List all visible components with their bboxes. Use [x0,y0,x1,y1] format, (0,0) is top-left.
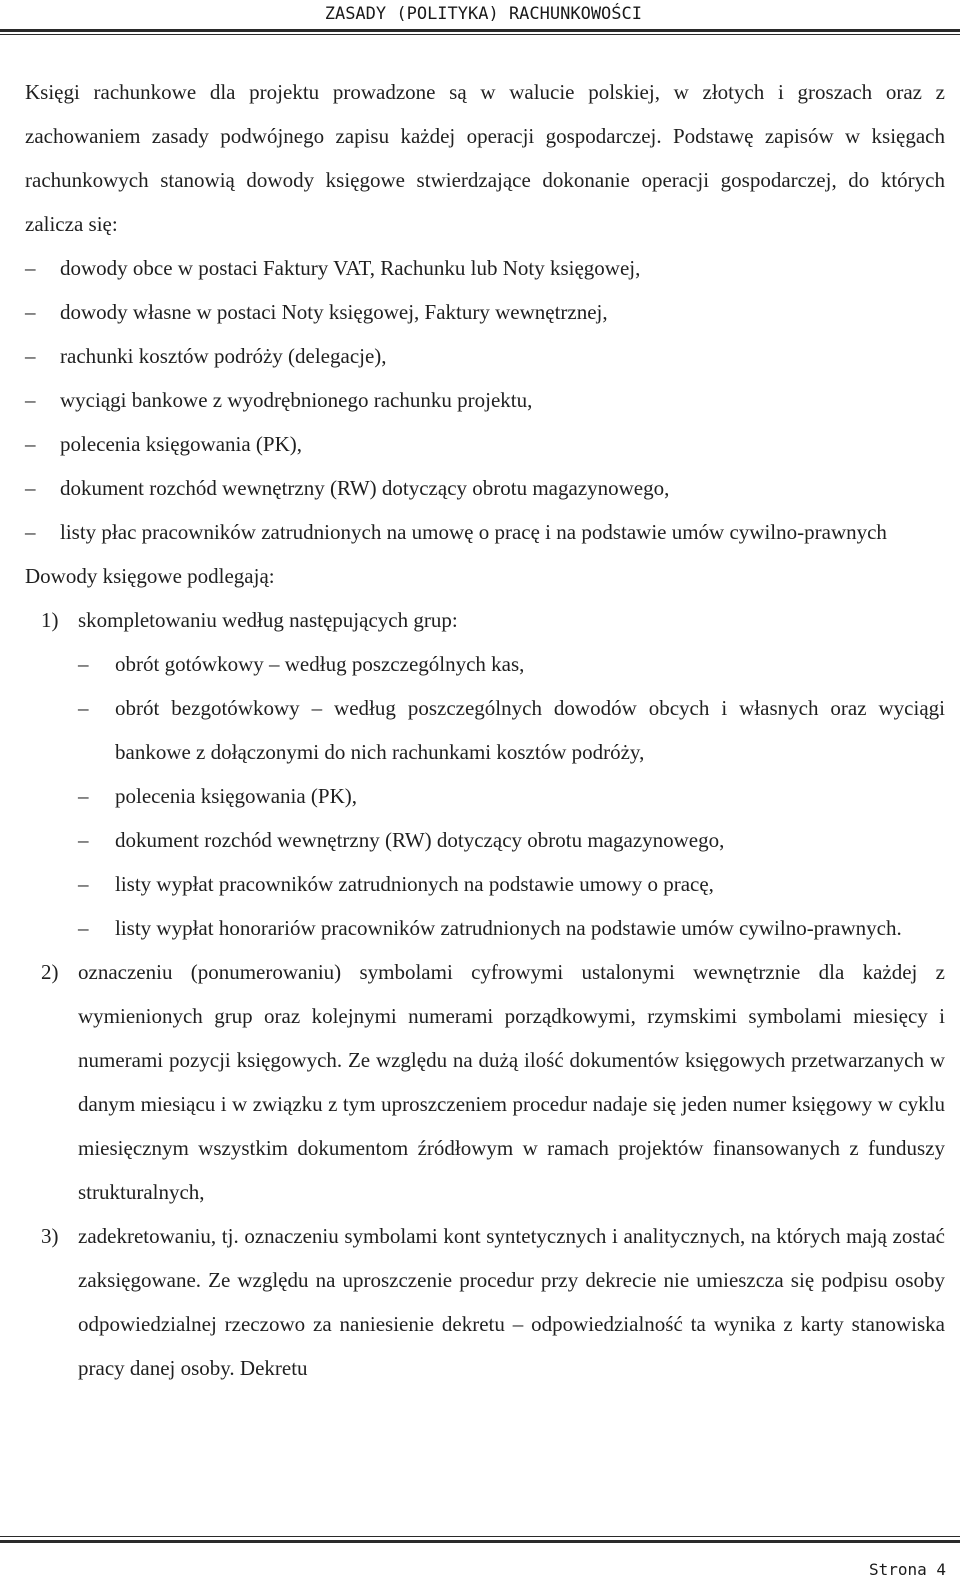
dash-bullet: – [25,476,36,500]
list-item: – polecenia księgowania (PK), [25,422,945,466]
grouping-list [78,642,945,950]
dash-bullet: – [25,344,36,368]
list-item: – rachunki kosztów podróży (delegacje), [25,334,945,378]
dash-bullet: – [25,432,36,456]
document-types-list [25,246,945,554]
step-text: zadekretowaniu, tj. oznaczeniu symbolami kont syntetycznych i analitycznych, na których mają zostać zaksięgowane. Ze względu na uproszczenie procedur przy dekrecie nie umieszcza się podpisu osoby odpowiedzialnej rzeczowo za naniesienie dekretu – odpowiedzialność ta wynika z karty stanowiska pracy danej osoby. Dekretu [78,1224,945,1380]
intro-paragraph: Księgi rachunkowe dla projektu prowadzone są w walucie polskiej, w złotych i groszach oraz z zachowaniem zasady podwójnego zapisu każdej operacji gospodarczej. Podstawę zapisów w księgach rachunkowych stanowią dowody księgowe stwierdzające dokonanie operacji gospodarczej, do których zalicza się: [25,80,945,236]
footer-rule-thick [0,1540,960,1543]
list-item: – wyciągi bankowe z wyodrębnionego rachunku projektu, [25,378,945,422]
page-header [0,0,960,40]
list-item: – listy wypłat honorariów pracowników zatrudnionych na podstawie umów cywilno-prawnych. [78,906,945,950]
dash-bullet: – [78,784,89,808]
dash-bullet: – [78,872,89,896]
header-rule-thin [0,34,960,35]
list-item: – dokument rozchód wewnętrzny (RW) dotyczący obrotu magazynowego, [25,466,945,510]
step-item [25,950,945,1214]
dash-bullet: – [25,300,36,324]
dash-bullet: – [25,520,36,544]
dash-bullet: – [25,388,36,412]
dash-bullet: – [25,256,36,280]
dash-bullet: – [78,652,89,676]
list-item: – polecenia księgowania (PK), [78,774,945,818]
document-body [25,70,945,1390]
list-item: – dowody obce w postaci Faktury VAT, Rachunku lub Noty księgowej, [25,246,945,290]
dash-bullet: – [78,916,89,940]
header-rule-thick [0,29,960,32]
list-item: – dowody własne w postaci Noty księgowej, Faktury wewnętrznej, [25,290,945,334]
list-item: – obrót bezgotówkowy – według poszczególnych dowodów obcych i własnych oraz wyciągi bankowe z dołączonymi do nich rachunkami kosztów podróży, [78,686,945,774]
step-item [25,598,945,950]
step-text: oznaczeniu (ponumerowaniu) symbolami cyfrowymi ustalonymi wewnętrznie dla każdej z wymienionych grup oraz kolejnymi numerami porządkowymi, rzymskimi symbolami miesięcy i numerami pozycji księgowych. Ze względu na dużą ilość dokumentów księgowych przetwarzanych w danym miesiącu i w związku z tym uproszczeniem procedur nadaje się jeden numer księgowy w cyklu miesięcznym wszystkim dokumentom źródłowym w ramach projektów finansowanych z funduszy strukturalnych, [78,960,945,1204]
list-item: – listy wypłat pracowników zatrudnionych na podstawie umowy o pracę, [78,862,945,906]
dash-bullet: – [78,696,89,720]
footer-rule-thin [0,1536,960,1537]
step-number: 2) [41,960,59,984]
step-text: skompletowaniu według następujących grup: [78,608,458,632]
list-item: – obrót gotówkowy – według poszczególnych kas, [78,642,945,686]
step-number: 1) [41,608,59,632]
page-number: Strona 4 [868,1560,946,1579]
section-heading: Dowody księgowe podlegają: [25,564,275,588]
list-item: – dokument rozchód wewnętrzny (RW) dotyczący obrotu magazynowego, [78,818,945,862]
step-item [25,1214,945,1390]
document-title: ZASADY (POLITYKA) RACHUNKOWOŚCI [324,4,642,24]
step-number: 3) [41,1224,59,1248]
dash-bullet: – [78,828,89,852]
processing-steps-list [25,598,945,1390]
list-item: – listy płac pracowników zatrudnionych na umowę o pracę i na podstawie umów cywilno-prawnych [25,510,945,554]
